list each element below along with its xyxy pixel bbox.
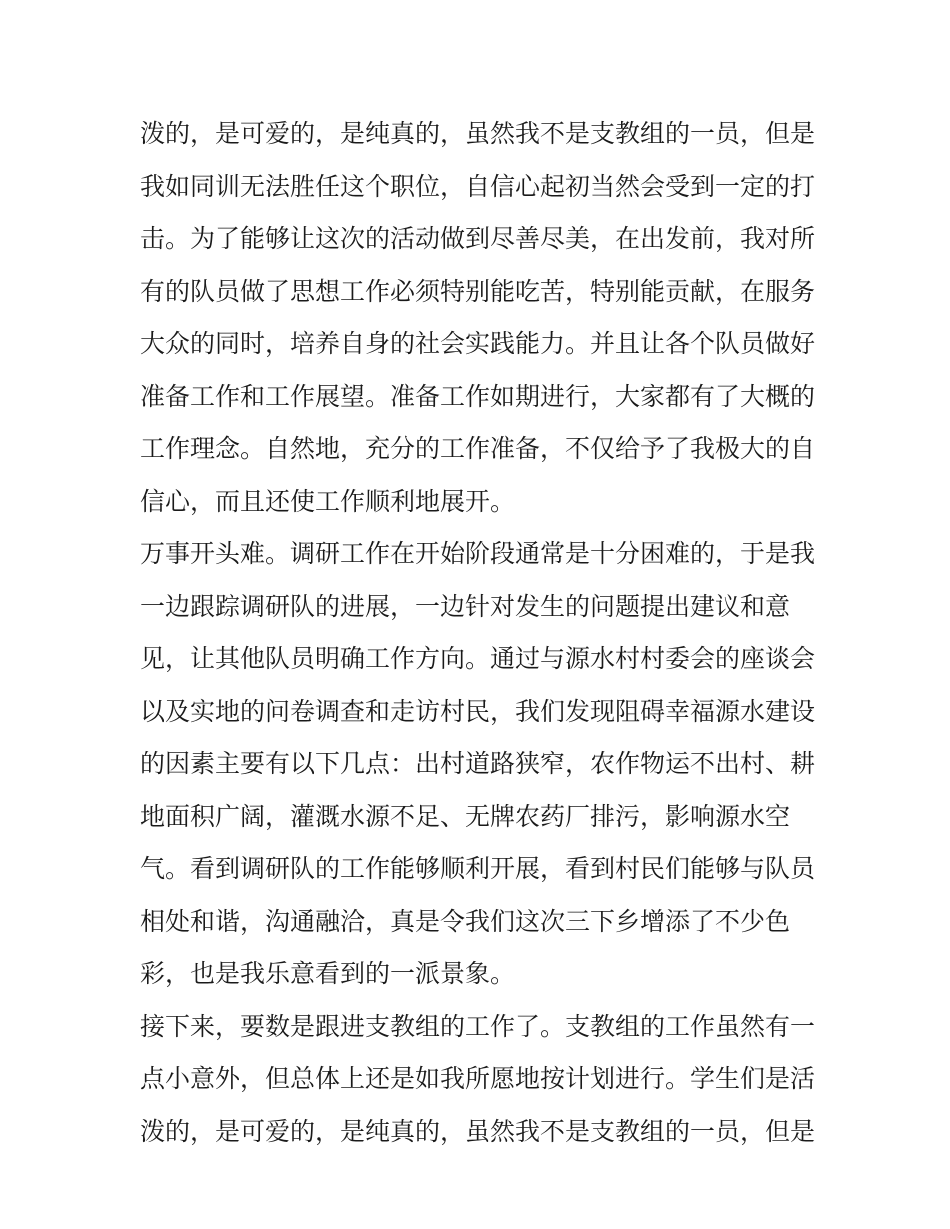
text-line: 见，让其他队员明确工作方向。通过与源水村村委会的座谈会	[140, 644, 816, 673]
text-line: 泼的，是可爱的，是纯真的，虽然我不是支教组的一员，但是	[140, 119, 816, 148]
text-line: 彩，也是我乐意看到的一派景象。	[140, 959, 516, 988]
text-line: 接下来，要数是跟进支教组的工作了。支教组的工作虽然有一	[140, 1011, 816, 1041]
text-line: 点小意外，但总体上还是如我所愿地按计划进行。学生们是活	[140, 1064, 816, 1093]
text-line: 地面积广阔，灌溉水源不足、无牌农药厂排污，影响源水空	[140, 801, 791, 831]
text-line: 大众的同时，培养自身的社会实践能力。并且让各个队员做好	[140, 329, 816, 358]
text-line: 以及实地的问卷调查和走访村民，我们发现阻碍幸福源水建设	[140, 696, 816, 726]
text-line: 泼的，是可爱的，是纯真的，虽然我不是支教组的一员，但是	[140, 1116, 816, 1146]
text-line: 击。为了能够让这次的活动做到尽善尽美，在出发前，我对所	[140, 224, 816, 253]
text-line: 信心，而且还使工作顺利地展开。	[140, 486, 516, 516]
text-line: 准备工作和工作展望。准备工作如期进行，大家都有了大概的	[140, 381, 816, 411]
text-line: 的因素主要有以下几点：出村道路狭窄，农作物运不出村、耕	[140, 749, 816, 778]
text-line: 工作理念。自然地，充分的工作准备，不仅给予了我极大的自	[140, 434, 816, 463]
text-line: 有的队员做了思想工作必须特别能吃苦，特别能贡献，在服务	[140, 276, 816, 306]
text-line: 气。看到调研队的工作能够顺利开展，看到村民们能够与队员	[140, 854, 816, 883]
text-line: 我如同训无法胜任这个职位，自信心起初当然会受到一定的打	[140, 171, 816, 201]
text-line: 相处和谐，沟通融洽，真是令我们这次三下乡增添了不少色	[140, 906, 791, 936]
text-line: 一边跟踪调研队的进展，一边针对发生的问题提出建议和意	[140, 591, 791, 621]
text-line: 万事开头难。调研工作在开始阶段通常是十分困难的，于是我	[140, 539, 816, 568]
body-text	[140, 108, 820, 1158]
